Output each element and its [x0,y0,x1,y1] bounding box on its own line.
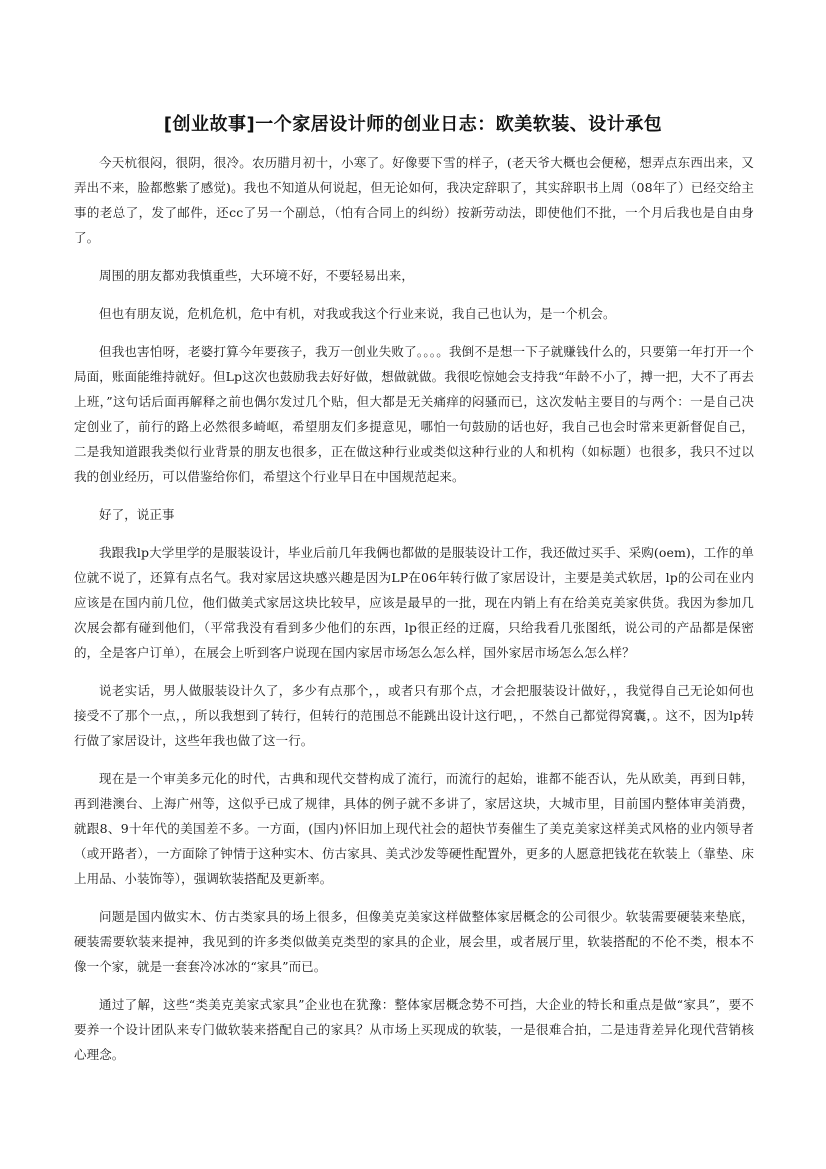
paragraph-5: 好了，说正事 [99,507,175,522]
paragraph-2: 周围的朋友都劝我慎重些，大环境不好，不要轻易出来， [99,268,415,283]
paragraph-1: 今天杭很闷，很阴，很冷。农历腊月初十，小寒了。好像要下雪的样子，(老天爷大概也会便秘，想弄点东西出来，又弄出不来，脸都憋紫了感觉)。我也不知道从何说起，但无论如何，我决定辞职了，其实辞职书上周（08年了）已经交给主事的老总了，发了邮件，还cc了另一个副总，（怕有合同上的纠纷）按新劳动法，即使他们不批，一个月后我也是自由身了。 [74,155,754,245]
paragraph-3: 但也有朋友说，危机危机，危中有机，对我或我这个行业来说，我自己也认为，是一个机会。 [99,306,616,321]
paragraph-10: 通过了解，这些“类美克美家式家具”企业也在犹豫：整体家居概念势不可挡，大企业的特长和重点是做“家具”，要不要养一个设计团队来专门做软装来搭配自己的家具？从市场上买现成的软装，一是很难合拍，二是违背差异化现代营销核心理念。 [74,997,754,1062]
paragraph-9: 问题是国内做实木、仿古类家具的场上很多，但像美克美家这样做整体家居概念的公司很少。软装需要硬装来垫底，硬装需要软装来提神，我见到的许多类似做美克类型的家具的企业，展会里，或者展厅里，软装搭配的不伦不类，根本不像一个家，就是一套套冷冰冰的“家具”而已。 [74,909,754,974]
paragraph-8: 现在是一个审美多元化的时代，古典和现代交替构成了流行，而流行的起始，谁都不能否认，先从欧美，再到日韩，再到港澳台、上海广州等，这似乎已成了规律，具体的例子就不多讲了，家居这块，大城市里，目前国内整体审美消费，就跟8、9十年代的美国差不多。一方面，(国内)怀旧加上现代社会的超快节奏催生了美克美家这样美式风格的业内领导者（或开路者），一方面除了钟情于这种实木、仿古家具、美式沙发等硬性配置外，更多的人愿意把钱花在软装上（靠垫、床上用品、小装饰等），强调软装搭配及更新率。 [74,771,754,886]
paragraph-6: 我跟我lp大学里学的是服装设计，毕业后前几年我俩也都做的是服装设计工作，我还做过买手、采购(oem)，工作的单位就不说了，还算有点名气。我对家居这块感兴趣是因为LP在06年转行做了家居设计，主要是美式软居，lp的公司在业内应该是在国内前几位，他们做美式家居这块比较早，应该是最早的一批，现在内销上有在给美克美家供货。我因为参加几次展会都有碰到他们，（平常我没有看到多少他们的东西，lp很正经的迂腐，只给我看几张图纸，说公司的产品都是保密的，全是客户订单），在展会上听到客户说现在国内家居市场怎么怎么样，国外家居市场怎么怎么样？ [74,545,754,660]
article-title: [创业故事]一个家居设计师的创业日志：欧美软装、设计承包 [163,114,663,135]
paragraph-4: 但我也害怕呀，老婆打算今年要孩子，我万一创业失败了。。。。我倒不是想一下子就赚钱什么的，只要第一年打开一个局面，账面能维持就好。但Lp这次也鼓励我去好好做，想做就做。我很吃惊她会支持我“年龄不小了，搏一把，大不了再去上班，”这句话后面再解释之前也偶尔发过几个贴，但大都是无关痛痒的闷骚而已，这次发帖主要目的与两个：一是自己决定创业了，前行的路上必然很多崎岖，希望朋友们多提意见，哪怕一句鼓励的话也好，我自己也会时常来更新督促自己，二是我知道跟我类似行业背景的朋友也很多，正在做这种行业或类似这种行业的人和机构（如标题）也很多，我只不过以我的创业经历，可以借鉴给你们，希望这个行业早日在中国规范起来。 [74,344,754,484]
paragraph-7: 说老实话，男人做服装设计久了，多少有点那个，，或者只有那个点，才会把服装设计做好，，我觉得自己无论如何也接受不了那个一点，，所以我想到了转行，但转行的范围总不能跳出设计这行吧，，不然自己都觉得窝囊，。这不，因为lp转行做了家居设计，这些年我也做了这一行。 [74,683,754,748]
article-body [74,150,754,1080]
